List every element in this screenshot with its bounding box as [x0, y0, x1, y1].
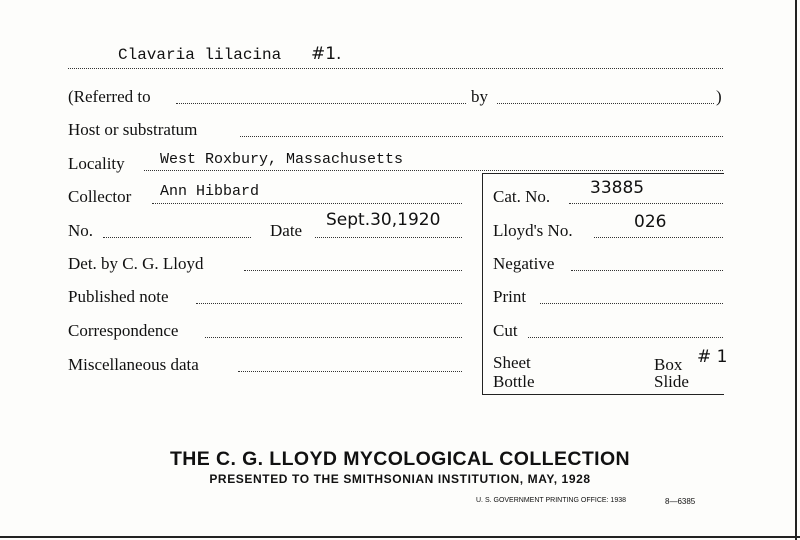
cut-line — [528, 337, 723, 338]
box-value: # 1 — [697, 347, 728, 367]
date-label: Date — [270, 221, 303, 240]
cat-no-value: 33885 — [590, 178, 645, 198]
date-value: Sept.30,1920 — [326, 210, 441, 230]
by-line — [497, 103, 714, 104]
correspondence-line — [205, 337, 462, 338]
bottle-label: Bottle — [493, 372, 535, 391]
referred-to-label: (Referred to — [68, 87, 151, 106]
print-line — [540, 303, 723, 304]
no-label: No. — [68, 221, 94, 240]
specimen-name: Clavaria lilacina — [118, 46, 282, 64]
det-by-line — [244, 270, 462, 271]
locality-line — [144, 170, 723, 171]
close-paren: ) — [716, 87, 722, 106]
lloyds-no-value: 026 — [634, 212, 667, 232]
print-label: Print — [493, 287, 527, 306]
name-line — [68, 68, 723, 69]
printing-office-note: U. S. GOVERNMENT PRINTING OFFICE: 1938 — [476, 497, 627, 504]
slide-label: Slide — [654, 372, 689, 391]
host-line — [240, 136, 723, 137]
negative-label: Negative — [493, 254, 555, 273]
collection-subtitle: PRESENTED TO THE SMITHSONIAN INSTITUTION, MAY, 1928 — [209, 472, 591, 486]
collector-label: Collector — [68, 187, 132, 206]
det-by-label: Det. by C. G. Lloyd — [68, 254, 204, 273]
collector-line — [152, 203, 462, 204]
form-number: 8—6385 — [665, 497, 696, 506]
specimen-name-mark: #1. — [311, 44, 342, 64]
published-note-label: Published note — [68, 287, 169, 306]
box-label: Box — [654, 355, 683, 374]
lloyds-no-label: Lloyd's No. — [493, 221, 573, 240]
no-line — [103, 237, 251, 238]
by-label: by — [471, 87, 488, 106]
negative-line — [571, 270, 723, 271]
locality-label: Locality — [68, 154, 125, 173]
misc-label: Miscellaneous data — [68, 355, 199, 374]
published-note-line — [196, 303, 462, 304]
cut-label: Cut — [493, 321, 518, 340]
locality-value: West Roxbury, Massachusetts — [160, 151, 404, 168]
cat-no-line — [569, 203, 723, 204]
sheet-label: Sheet — [493, 353, 531, 372]
correspondence-label: Correspondence — [68, 321, 179, 340]
collector-value: Ann Hibbard — [160, 183, 260, 200]
date-line — [315, 237, 462, 238]
lloyds-no-line — [594, 237, 723, 238]
host-label: Host or substratum — [68, 120, 198, 139]
cat-no-label: Cat. No. — [493, 187, 551, 206]
collection-title: THE C. G. LLOYD MYCOLOGICAL COLLECTION — [169, 448, 631, 470]
card-edge-bottom — [0, 536, 800, 538]
referred-to-line — [176, 103, 466, 104]
misc-line — [238, 371, 462, 372]
